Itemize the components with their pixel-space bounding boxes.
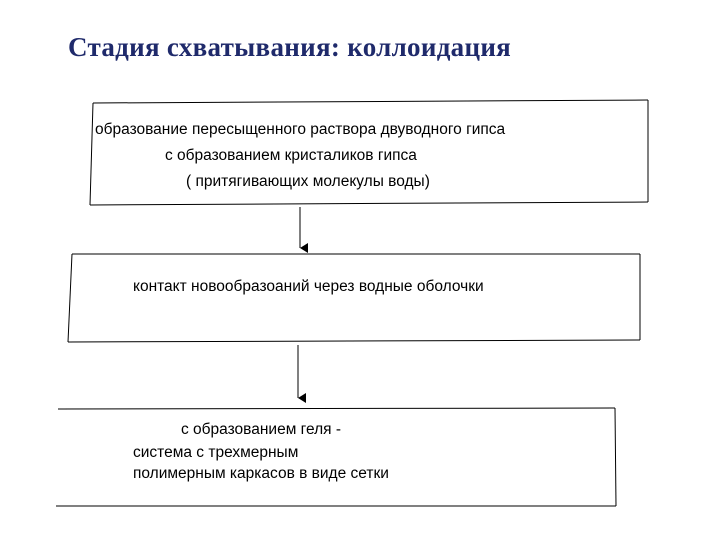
box-1-line-2: с образованием кристаликов гипса: [165, 147, 417, 164]
box-3-line-2: система с трехмерным: [133, 444, 299, 461]
box-1-line-3: ( притягивающих молекулы воды): [186, 173, 430, 190]
box-1-line-1: образование пересыщенного раствора двуводного гипса: [95, 121, 506, 138]
box-3-line-3: полимерным каркасов в виде сетки: [133, 465, 389, 482]
box-3-line-1: с образованием геля -: [181, 421, 341, 438]
slide-title: Стадия схватывания: коллоидация: [68, 32, 512, 62]
box-2-line-1: контакт новообразоаний через водные оболочки: [133, 278, 484, 295]
